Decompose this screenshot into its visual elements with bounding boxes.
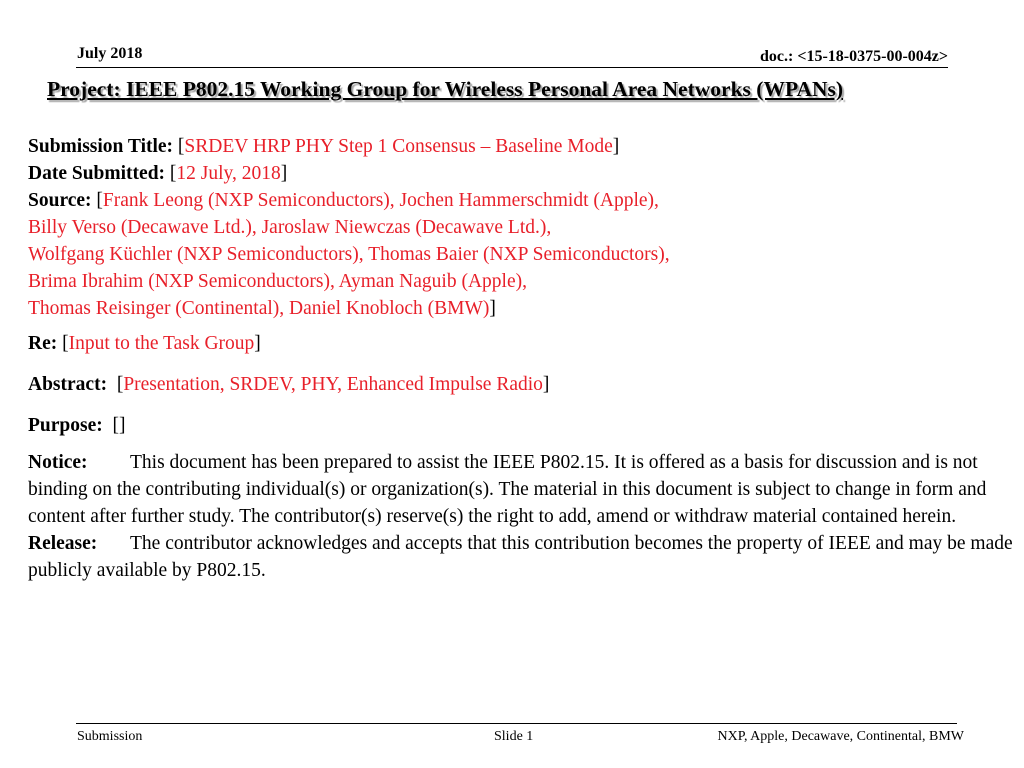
purpose-line: Purpose: [] xyxy=(28,415,126,436)
re-value: Input to the Task Group xyxy=(68,333,255,354)
source-line: Thomas Reisinger (Continental), Daniel Knobloch (BMW)] xyxy=(28,298,496,319)
header-doc-id: doc.: <15-18-0375-00-004z> xyxy=(760,48,948,65)
source-author-line: Thomas Reisinger (Continental), Daniel Knobloch (BMW) xyxy=(28,298,490,319)
source-line: Source: [Frank Leong (NXP Semiconductors), Jochen Hammerschmidt (Apple), xyxy=(28,190,659,211)
release-text: The contributor acknowledges and accepts that this contribution becomes the property of IEEE and may be made publicly available by P802.15. xyxy=(28,533,1013,581)
source-label: Source: xyxy=(28,190,92,211)
project-title: Project: IEEE P802.15 Working Group for Wireless Personal Area Networks (WPANs) xyxy=(47,77,844,101)
footer-submission: Submission xyxy=(77,729,143,744)
abstract-value: Presentation, SRDEV, PHY, Enhanced Impulse Radio xyxy=(123,374,543,395)
notice-paragraph xyxy=(28,449,1018,530)
abstract-line: Abstract: [Presentation, SRDEV, PHY, Enhanced Impulse Radio] xyxy=(28,374,550,395)
source-block xyxy=(28,187,1018,322)
notice-label: Notice: xyxy=(28,452,88,473)
abstract-label: Abstract: xyxy=(28,374,108,395)
header-date: July 2018 xyxy=(77,45,143,62)
submission-title-line: Submission Title: [SRDEV HRP PHY Step 1 Consensus – Baseline Mode] xyxy=(28,136,620,157)
re-label: Re: xyxy=(28,333,58,354)
release-label: Release: xyxy=(28,533,98,554)
date-submitted-label: Date Submitted: xyxy=(28,163,166,184)
source-author-line: Brima Ibrahim (NXP Semiconductors), Ayman Naguib (Apple), xyxy=(28,271,527,292)
date-submitted-line: Date Submitted: [12 July, 2018] xyxy=(28,163,288,184)
notice-text: This document has been prepared to assist the IEEE P802.15. It is offered as a basis for discussion and is not binding on the contributing individual(s) or organization(s). The material in this document is subject to change in form and content after further study. The contributor(s) reserve(s) the right to add, amend or withdraw material contained herein. xyxy=(28,452,987,527)
footer-rule xyxy=(76,723,957,724)
source-author-line: Billy Verso (Decawave Ltd.), Jaroslaw Niewczas (Decawave Ltd.), xyxy=(28,217,552,238)
re-line: Re: [Input to the Task Group] xyxy=(28,333,261,354)
cover-content xyxy=(28,133,1018,584)
source-line xyxy=(28,268,1018,295)
submission-title-value: SRDEV HRP PHY Step 1 Consensus – Baseline Mode xyxy=(184,136,613,157)
purpose-label: Purpose: xyxy=(28,415,103,436)
source-line xyxy=(28,241,1018,268)
header-rule xyxy=(76,67,948,68)
source-line xyxy=(28,214,1018,241)
release-paragraph xyxy=(28,530,1018,584)
source-author-line: Frank Leong (NXP Semiconductors), Jochen Hammerschmidt (Apple), xyxy=(102,190,659,211)
submission-title-label: Submission Title: xyxy=(28,136,174,157)
footer-authors: NXP, Apple, Decawave, Continental, BMW xyxy=(717,729,964,744)
date-submitted-value: 12 July, 2018 xyxy=(176,163,281,184)
source-author-line: Wolfgang Küchler (NXP Semiconductors), Thomas Baier (NXP Semiconductors), xyxy=(28,244,670,265)
footer-slide-number: Slide 1 xyxy=(494,729,534,744)
